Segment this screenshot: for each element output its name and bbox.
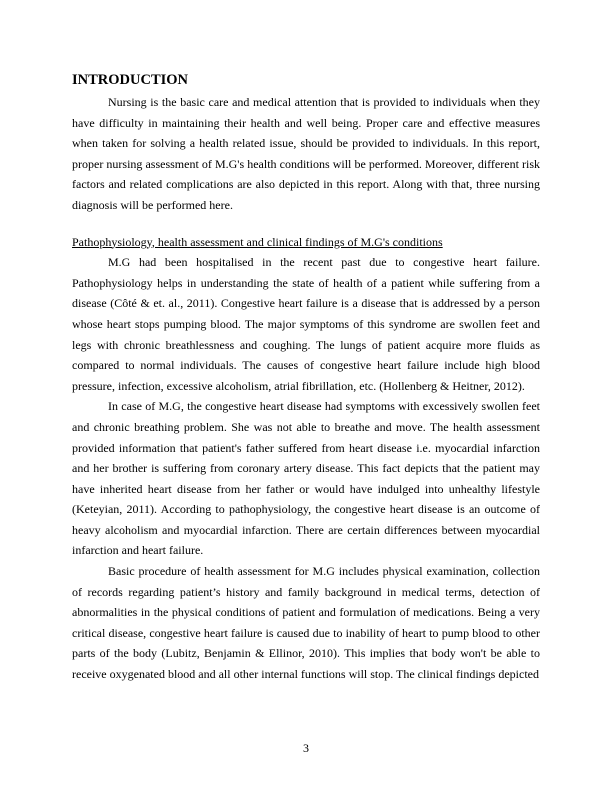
page-number: 3 <box>303 741 309 755</box>
body-paragraph-3: Basic procedure of health assessment for M.G includes physical examination, collection of records regarding patient’s history and family background in medical terms, detection of abnormalities in the physical conditions of patient and formulation of medications. Being a very critical disease, congestive heart failure is caused due to inability of heart to pump blood to other parts of the body (Lubitz, Benjamin & Ellinor, 2010). This implies that body won't be able to receive oxygenated blood and all other internal functions will stop. The clinical findings depicted <box>72 564 540 682</box>
section-subheading: Pathophysiology, health assessment and clinical findings of M.G's conditions <box>72 234 443 249</box>
section-heading: INTRODUCTION <box>72 72 189 88</box>
body-paragraph-2: In case of M.G, the congestive heart disease had symptoms with excessively swollen feet and chronic breathing problem. She was not able to breathe and move. The health assessment provided information that patient's father suffered from heart disease i.e. myocardial infarction and her brother is suffering from coronary artery disease. This fact depicts that the patient may have inherited heart disease from her father or would have indulged into unhealthy lifestyle (Keteyian, 2011). According to pathophysiology, the congestive heart disease is an outcome of heavy alcoholism and myocardial infarction. There are certain differences between myocardial infarction and heart failure. <box>72 399 540 558</box>
body-paragraph-1: M.G had been hospitalised in the recent past due to congestive heart failure. Pathophysiology helps in understanding the state of health of a patient while suffering from a disease (Côté & et. al., 2011). Congestive heart failure is a disease that is addressed by a person whose heart stops pumping blood. The major symptoms of this syndrome are swollen feet and legs with chronic breathlessness and coughing. The lungs of patient acquire more fluids as compared to normal individuals. The causes of congestive heart failure include high blood pressure, infection, excessive alcoholism, atrial fibrillation, etc. (Hollenberg & Heitner, 2012). <box>72 255 540 393</box>
page-content <box>72 70 540 685</box>
intro-paragraph: Nursing is the basic care and medical attention that is provided to individuals when they have difficulty in maintaining their health and well being. Proper care and effective measures when taken for solving a health related issue, should be provided to individuals. In this report, proper nursing assessment of M.G's health conditions will be performed. Moreover, different risk factors and related complications are also depicted in this report. Along with that, three nursing diagnosis will be performed here. <box>72 95 540 212</box>
